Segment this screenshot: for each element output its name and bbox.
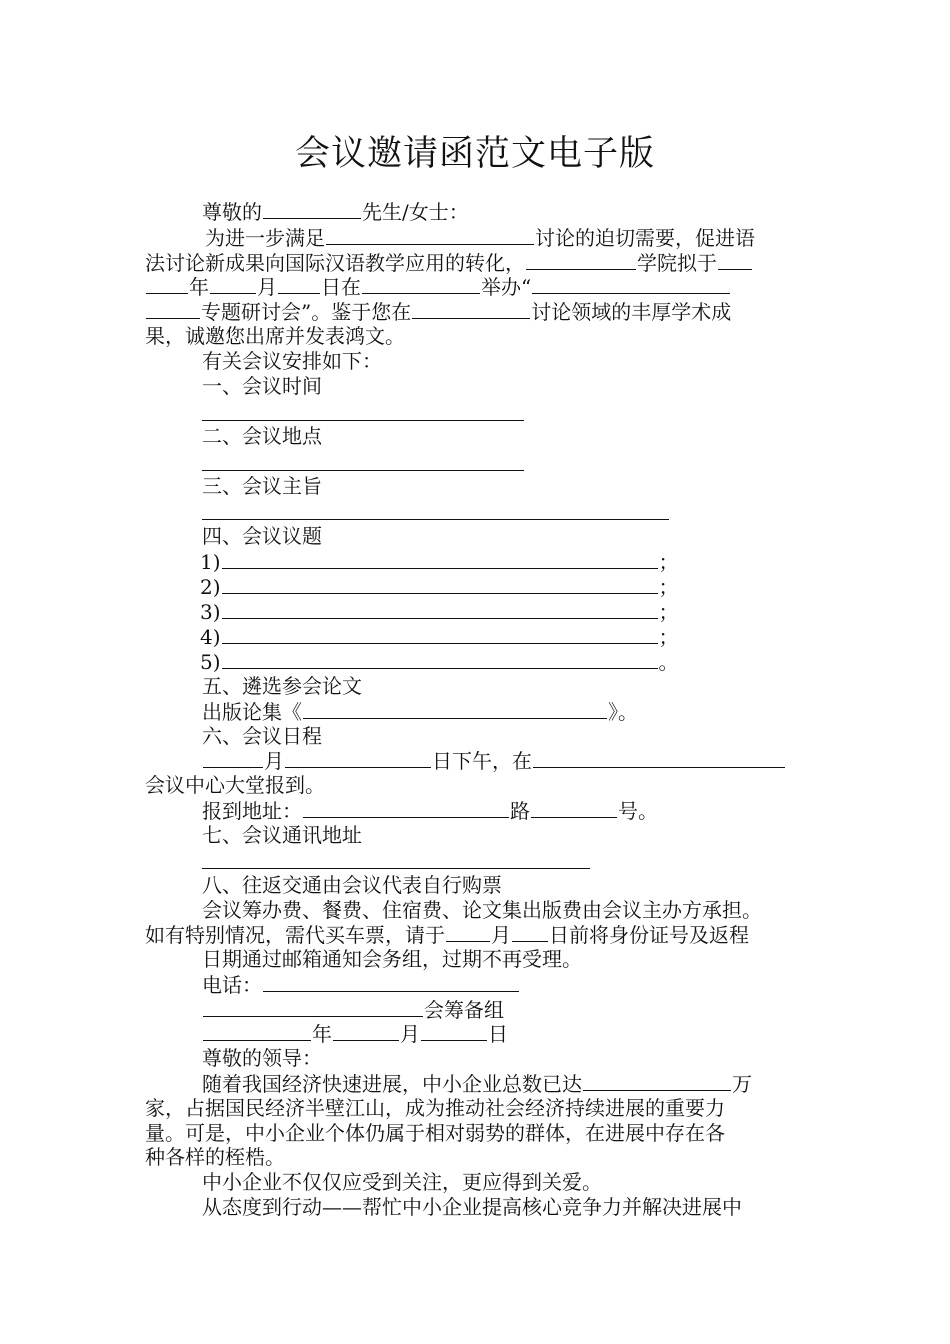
section-heading: 三、会议主旨 — [202, 474, 322, 498]
organizer-blank — [203, 997, 423, 1017]
topic-item: 4) ； — [200, 625, 679, 649]
name-blank — [263, 199, 361, 219]
paragraph-line: 专题研讨会”。鉴于您在 讨论领域的丰厚学术成 — [145, 299, 731, 324]
phone-line: 电话： — [202, 972, 520, 997]
section-heading: 八、往返交通由会议代表自行购票 — [202, 873, 502, 897]
paragraph-line: 家，占据国民经济半壁江山，成为推动社会经济持续进展的重要力 — [145, 1096, 725, 1120]
paragraph-line: 出版论集《 》。 — [202, 700, 638, 724]
phone-blank — [263, 972, 519, 992]
paragraph-line: 如有特别情况，需代买车票，请于 月 日前将身份证号及返程 — [145, 923, 749, 947]
day-blank — [512, 922, 548, 942]
salutation-line: 尊敬的领导： — [202, 1046, 322, 1070]
month-blank — [210, 274, 256, 294]
section-heading: 一、会议时间 — [202, 374, 322, 398]
day-blank — [278, 274, 320, 294]
month-blank — [446, 922, 490, 942]
day-blank — [421, 1021, 487, 1041]
field-blank — [412, 299, 530, 319]
topic-blank — [222, 649, 658, 669]
fill-line — [202, 868, 590, 869]
address-line: 报到地址： 路 号。 — [202, 799, 658, 823]
section-heading: 二、会议地点 — [202, 424, 322, 448]
document-title: 会议邀请函范文电子版 — [294, 134, 655, 174]
venue-blank — [533, 748, 785, 768]
paragraph-line: 会议筹办费、餐费、住宿费、论文集出版费由会议主办方承担。 — [202, 898, 762, 922]
topic-item: 1) ； — [200, 550, 679, 574]
collection-blank — [303, 699, 607, 719]
fill-line — [202, 519, 669, 520]
road-blank — [303, 798, 509, 818]
paragraph-line: 为进一步满足 讨论的迫切需要，促进语 — [205, 226, 755, 250]
topic-item: 2) ； — [200, 575, 679, 599]
paragraph-line: 中小企业不仅仅应受到关注，更应得到关爱。 — [202, 1170, 602, 1194]
topic-blank — [222, 624, 658, 644]
event-blank — [532, 274, 730, 294]
place-blank — [362, 274, 480, 294]
paragraph-line: 会议中心大堂报到。 — [145, 773, 325, 797]
fill-line — [202, 470, 524, 471]
signature-date: 年 月 日 — [202, 1021, 508, 1046]
section-heading: 五、遴选参会论文 — [202, 674, 362, 698]
topic-blank — [222, 549, 658, 569]
paragraph-line: 从态度到行动——帮忙中小企业提高核心竞争力并解决进展中 — [202, 1195, 742, 1219]
paragraph-line: 法讨论新成果向国际汉语教学应用的转化， 学院拟于 — [145, 250, 753, 275]
paragraph-line: 年 月 日在 举办“ — [145, 274, 731, 299]
year-blank — [203, 1021, 311, 1041]
year-blank — [146, 274, 188, 294]
arrangement-intro: 有关会议安排如下： — [202, 349, 382, 373]
salutation-line: 尊敬的 先生/女士： — [202, 200, 469, 224]
topic-item: 5) 。 — [200, 650, 679, 674]
paragraph-line: 种各样的桎梏。 — [145, 1145, 285, 1169]
fill-line — [202, 420, 524, 421]
topic-item: 3) ； — [200, 600, 679, 624]
topic-blank — [222, 599, 658, 619]
paragraph-line: 月 日下午，在 — [202, 748, 786, 773]
field-blank — [326, 225, 534, 245]
count-blank — [583, 1071, 731, 1091]
month-blank — [203, 748, 263, 768]
paragraph-line: 日期通过邮箱通知会务组，过期不再受理。 — [202, 947, 582, 971]
college-blank — [526, 250, 636, 270]
topic-blank — [222, 574, 658, 594]
number-blank — [531, 798, 617, 818]
blank — [718, 250, 752, 270]
blank — [146, 299, 200, 319]
paragraph-line: 果，诚邀您出席并发表鸿文。 — [145, 324, 405, 348]
paragraph-line: 随着我国经济快速进展，中小企业总数已达 万 — [202, 1072, 752, 1096]
day-blank — [285, 748, 431, 768]
paragraph-line: 量。可是，中小企业个体仍属于相对弱势的群体，在进展中存在各 — [145, 1121, 725, 1145]
section-heading: 四、会议议题 — [202, 524, 322, 548]
section-heading: 六、会议日程 — [202, 724, 322, 748]
organizer-line: 会筹备组 — [202, 997, 504, 1022]
month-blank — [333, 1021, 399, 1041]
section-heading: 七、会议通讯地址 — [202, 823, 362, 847]
